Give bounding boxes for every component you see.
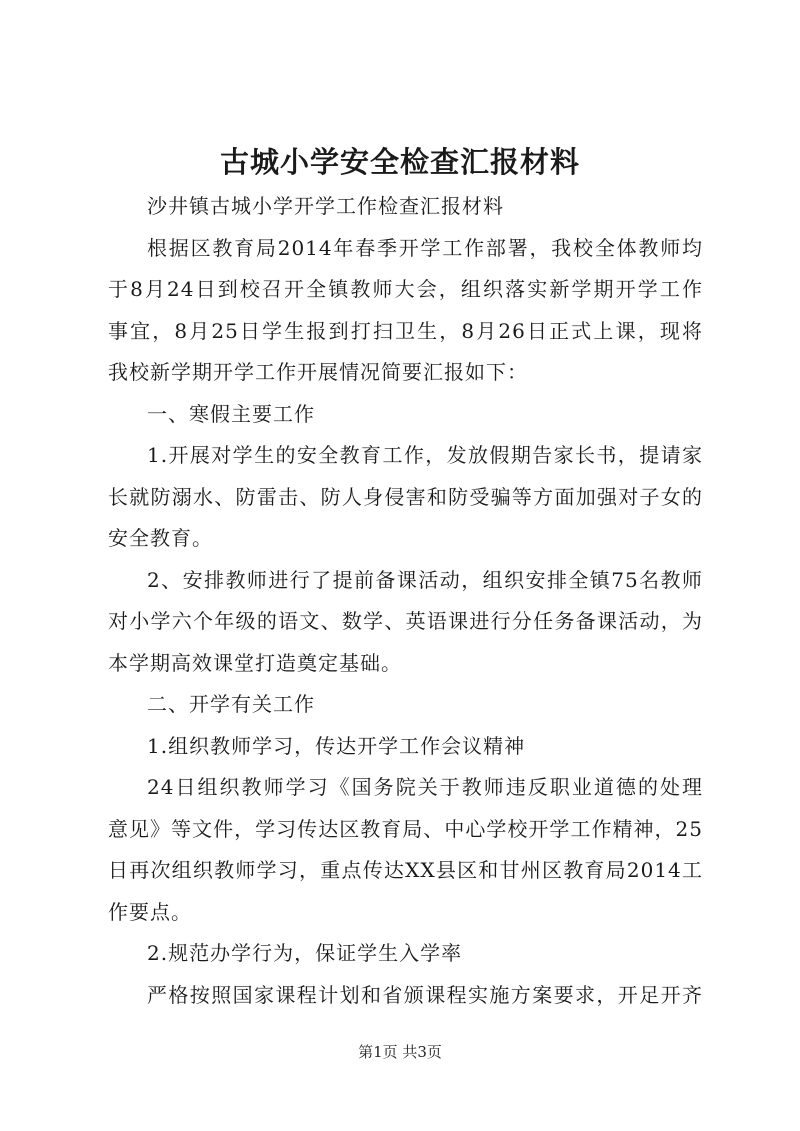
body-line: 2、安排教师进行了提前备课活动，组织安排全镇75名教师 [147, 567, 703, 592]
body-line: 意见》等文件，学习传达区教育局、中心学校开学工作精神，25 [108, 816, 703, 841]
body-line: 事宜，8月25日学生报到打扫卫生，8月26日正式上课，现将 [108, 318, 703, 343]
body-line: 长就防溺水、防雷击、防人身侵害和防受骗等方面加强对子女的 [108, 484, 703, 509]
body-line: 根据区教育局2014年春季开学工作部署，我校全体教师均 [147, 235, 703, 260]
page-footer: 第1页 共3页 [358, 1043, 442, 1061]
subsection-heading: 2.规范办学行为，保证学生入学率 [147, 941, 463, 965]
body-line: 对小学六个年级的语文、数学、英语课进行分任务备课活动，为 [108, 609, 703, 633]
body-line: 沙井镇古城小学开学工作检查汇报材料 [147, 194, 504, 218]
body-line: 本学期高效课堂打造奠定基础。 [108, 650, 402, 675]
body-line: 日再次组织教师学习，重点传达XX县区和甘州区教育局2014工 [108, 858, 703, 882]
body-line: 安全教育。 [108, 526, 213, 550]
body-line: 严格按照国家课程计划和省颁课程实施方案要求，开足开齐 [147, 982, 703, 1007]
body-line: 24日组织教师学习《国务院关于教师违反职业道德的处理 [147, 775, 703, 799]
body-line: 1.开展对学生的安全教育工作，发放假期告家长书，提请家 [147, 443, 703, 467]
document-title: 古城小学安全检查汇报材料 [219, 145, 580, 179]
body-line: 于8月24日到校召开全镇教师大会，组织落实新学期开学工作 [108, 277, 703, 301]
subsection-heading: 1.组织教师学习，传达开学工作会议精神 [147, 733, 526, 758]
section-heading: 一、寒假主要工作 [147, 401, 315, 426]
section-heading: 二、开学有关工作 [147, 692, 315, 716]
body-line: 我校新学期开学工作开展情况简要汇报如下： [108, 360, 528, 384]
document-body [108, 186, 703, 1016]
body-line: 作要点。 [108, 899, 192, 924]
